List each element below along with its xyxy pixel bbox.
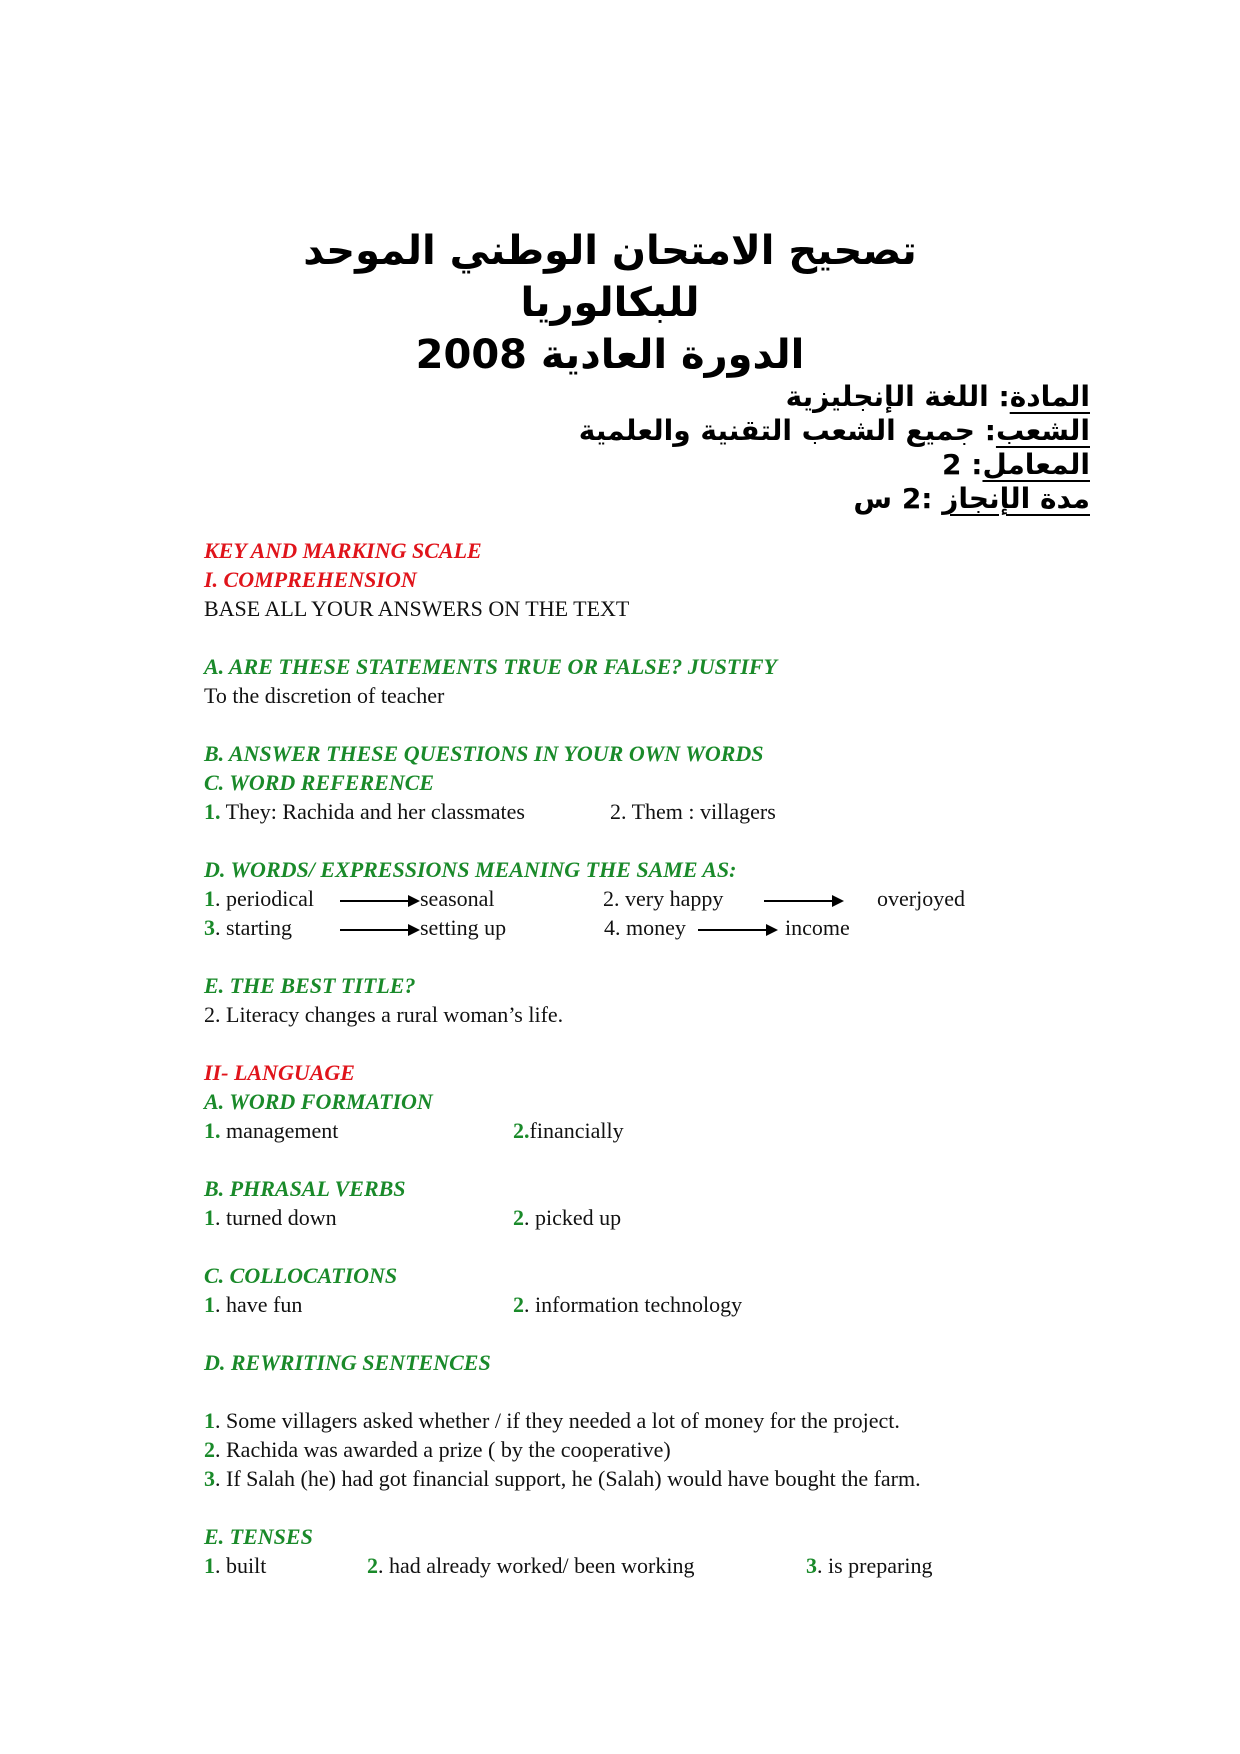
word-reference-answer-1: They: Rachida and her classmates bbox=[220, 799, 525, 824]
meaning-word-3: . starting bbox=[215, 915, 292, 940]
tenses-heading: E. TENSES bbox=[204, 1524, 313, 1549]
coefficient-row bbox=[942, 448, 1090, 481]
coefficient-value: : 2 bbox=[942, 448, 983, 481]
section-a-answer: To the discretion of teacher bbox=[204, 683, 445, 708]
phrasal-verbs-answers bbox=[204, 1203, 1104, 1232]
meaning-num-3: 3 bbox=[204, 915, 215, 940]
meaning-answer-2: overjoyed bbox=[877, 886, 965, 911]
right-arrow-icon bbox=[340, 900, 418, 902]
streams-label: الشعب bbox=[995, 414, 1090, 447]
subject-label: المادة bbox=[1009, 380, 1090, 413]
language-heading: II- LANGUAGE bbox=[204, 1060, 355, 1085]
rewriting-answer-1: . Some villagers asked whether / if they needed a lot of money for the project. bbox=[215, 1408, 900, 1433]
meaning-word-4: 4. money bbox=[604, 915, 686, 940]
meaning-answer-4: income bbox=[785, 915, 850, 940]
collocations-num-1: 1 bbox=[204, 1292, 215, 1317]
coefficient-label: المعامل bbox=[982, 448, 1090, 481]
right-arrow-icon bbox=[698, 929, 776, 931]
key-title: KEY AND MARKING SCALE bbox=[204, 538, 482, 563]
tenses-answer-2: . had already worked/ been working bbox=[378, 1553, 695, 1578]
word-reference-answer-2: 2. Them : villagers bbox=[610, 799, 776, 824]
best-title-answer: 2. Literacy changes a rural woman’s life. bbox=[204, 1002, 564, 1027]
duration-value: :2 س bbox=[853, 482, 943, 515]
tenses-num-1: 1 bbox=[204, 1553, 215, 1578]
tenses-answers bbox=[204, 1551, 1104, 1580]
phrasal-verbs-answer-1: . turned down bbox=[215, 1205, 337, 1230]
collocations-answer-2: . information technology bbox=[524, 1292, 743, 1317]
rewriting-answer-3-row bbox=[204, 1464, 1104, 1493]
tenses-num-2: 2 bbox=[367, 1553, 378, 1578]
phrasal-verbs-num-2: 2 bbox=[513, 1205, 524, 1230]
meaning-answer-3: setting up bbox=[420, 915, 507, 940]
rewriting-num-1: 1 bbox=[204, 1408, 215, 1433]
word-reference-num-1: 1. bbox=[204, 799, 221, 824]
rewriting-answer-1-row bbox=[204, 1406, 1104, 1435]
section-c-heading: C. WORD REFERENCE bbox=[204, 770, 435, 795]
right-arrow-icon bbox=[764, 900, 842, 902]
title-line-3: الدورة العادية 2008 bbox=[415, 332, 805, 378]
meaning-answer-1: seasonal bbox=[420, 886, 495, 911]
streams-row bbox=[579, 414, 1090, 447]
rewriting-answer-3: . If Salah (he) had got financial support, he (Salah) would have bought the farm. bbox=[215, 1466, 921, 1491]
tenses-num-3: 3 bbox=[806, 1553, 817, 1578]
meaning-row-2 bbox=[204, 913, 1104, 942]
meaning-row-1 bbox=[204, 884, 1104, 913]
collocations-heading: C. COLLOCATIONS bbox=[204, 1263, 398, 1288]
word-formation-num-1: 1. bbox=[204, 1118, 221, 1143]
streams-value: : جميع الشعب التقنية والعلمية bbox=[578, 414, 996, 447]
section-a-heading: A. ARE THESE STATEMENTS TRUE OR FALSE? JUSTIFY bbox=[204, 654, 777, 679]
collocations-answer-1: . have fun bbox=[215, 1292, 303, 1317]
collocations-answers bbox=[204, 1290, 1104, 1319]
phrasal-verbs-answer-2: . picked up bbox=[524, 1205, 622, 1230]
word-formation-answers bbox=[204, 1116, 1104, 1145]
word-formation-answer-2: financially bbox=[529, 1118, 624, 1143]
duration-row bbox=[853, 482, 1090, 515]
meaning-num-1: 1 bbox=[204, 886, 215, 911]
phrasal-verbs-num-1: 1 bbox=[204, 1205, 215, 1230]
subject-value: : اللغة الإنجليزية bbox=[785, 380, 1010, 413]
word-formation-heading: A. WORD FORMATION bbox=[204, 1089, 433, 1114]
rewriting-num-2: 2 bbox=[204, 1437, 215, 1462]
section-d-heading: D. WORDS/ EXPRESSIONS MEANING THE SAME AS: bbox=[204, 857, 737, 882]
right-arrow-icon bbox=[340, 929, 418, 931]
rewriting-heading: D. REWRITING SENTENCES bbox=[204, 1350, 491, 1375]
duration-label: مدة الإنجاز bbox=[942, 482, 1090, 515]
collocations-num-2: 2 bbox=[513, 1292, 524, 1317]
rewriting-num-3: 3 bbox=[204, 1466, 215, 1491]
tenses-answer-1: . built bbox=[215, 1553, 267, 1578]
phrasal-verbs-heading: B. PHRASAL VERBS bbox=[204, 1176, 406, 1201]
comprehension-note: BASE ALL YOUR ANSWERS ON THE TEXT bbox=[204, 596, 630, 621]
title-line-2: للبكالوريا bbox=[520, 280, 700, 326]
comprehension-heading: I. COMPREHENSION bbox=[204, 567, 417, 592]
title-line-1: تصحيح الامتحان الوطني الموحد bbox=[303, 228, 917, 274]
rewriting-answer-2-row bbox=[204, 1435, 1104, 1464]
answer-key-body bbox=[204, 536, 1104, 1580]
section-b-heading: B. ANSWER THESE QUESTIONS IN YOUR OWN WORDS bbox=[204, 741, 764, 766]
word-reference-answers bbox=[204, 797, 1104, 826]
word-formation-num-2: 2. bbox=[513, 1118, 530, 1143]
tenses-answer-3: . is preparing bbox=[817, 1553, 933, 1578]
subject-row bbox=[786, 380, 1090, 413]
meaning-word-1: . periodical bbox=[215, 886, 314, 911]
section-e-heading: E. THE BEST TITLE? bbox=[204, 973, 416, 998]
meaning-word-2: 2. very happy bbox=[603, 886, 724, 911]
word-formation-answer-1: management bbox=[220, 1118, 339, 1143]
rewriting-answer-2: . Rachida was awarded a prize ( by the cooperative) bbox=[215, 1437, 671, 1462]
